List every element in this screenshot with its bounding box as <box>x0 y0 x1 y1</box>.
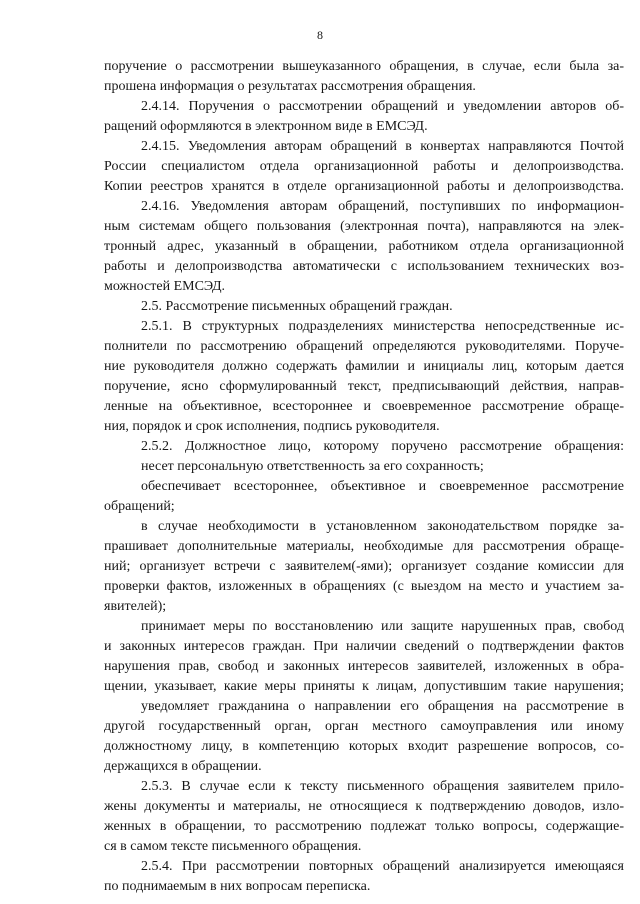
text-line: должностному лицу, в компетенцию которых входит разрешение вопросов, со- <box>104 739 624 754</box>
text-line: работы и делопроизводства автоматически с использованием технических воз- <box>104 259 624 274</box>
text-line: ся в самом тексте письменного обращения. <box>104 839 362 854</box>
text-line: 2.5.4. При рассмотрении повторных обращений анализируется имеющаяся <box>141 859 624 874</box>
text-line: ний; организует встречи с заявителем(-ями); организует создание комиссии для <box>104 559 624 574</box>
text-line: полнители по рассмотрению обращений определяются руководителями. Поруче- <box>104 339 624 354</box>
text-line: 2.4.15. Уведомления авторам обращений в конвертах направляются Почтой <box>141 139 624 154</box>
text-line: тронный адрес, указанный в обращении, работником отдела организационной <box>104 239 624 254</box>
text-line: щении, указывает, какие меры приняты к лицам, допустившим такие нарушения; <box>104 679 624 694</box>
text-line: проверки фактов, изложенных в обращениях (с выездом на место и участием за- <box>104 579 624 594</box>
text-line: 2.5.3. В случае если к тексту письменного обращения заявителем прило- <box>141 779 624 794</box>
text-line: ращений оформляются в электронном виде в ЕМСЭД. <box>104 119 428 134</box>
text-line: можностей ЕМСЭД. <box>104 279 226 294</box>
text-line: и законных интересов граждан. При наличии сведений о подтверждении фактов <box>104 639 624 654</box>
text-line: обеспечивает всестороннее, объективное и своевременное рассмотрение <box>141 479 624 494</box>
text-line: Копии реестров хранятся в отделе организационной работы и делопроизводства. <box>104 179 624 194</box>
section-heading: 2.5. Рассмотрение письменных обращений граждан. <box>141 299 453 314</box>
page-number: 8 <box>317 28 323 42</box>
text-line: прашивает дополнительные материалы, необходимые для рассмотрения обраще- <box>104 539 624 554</box>
text-line: ния, порядок и срок исполнения, подпись руководителя. <box>104 419 440 434</box>
text-line: жены документы и материалы, не относящиеся к подтверждению доводов, изло- <box>104 799 624 814</box>
text-line: ным системам общего пользования (электронная почта), направляются на элек- <box>104 219 624 234</box>
text-line: нарушения прав, свобод и законных интересов заявителей, изложенных в обра- <box>104 659 624 674</box>
text-line: 2.5.2. Должностное лицо, которому поручено рассмотрение обращения: <box>141 439 624 454</box>
text-line: 2.5.1. В структурных подразделениях министерства непосредственные ис- <box>141 319 624 334</box>
text-line: 2.4.16. Уведомления авторам обращений, поступивших по информацион- <box>141 199 624 214</box>
text-line: уведомляет гражданина о направлении его обращения на рассмотрение в <box>141 699 624 714</box>
text-line: поручение, ясно сформулированный текст, предписывающий действия, направ- <box>104 379 624 394</box>
text-line: держащихся в обращении. <box>104 759 262 774</box>
text-line: ние руководителя должно содержать фамилии и инициалы лиц, которым дается <box>104 359 624 374</box>
text-line: поручение о рассмотрении вышеуказанного обращения, в случае, если была за- <box>104 59 624 74</box>
text-line: явителей); <box>104 599 167 614</box>
text-line: по поднимаемым в них вопросам переписка. <box>104 879 371 894</box>
text-line: 2.4.14. Поручения о рассмотрении обращений и уведомлении авторов об- <box>141 99 624 114</box>
text-line: несет персональную ответственность за его сохранность; <box>141 459 484 474</box>
text-line: России специалистом отдела организационной работы и делопроизводства. <box>104 159 624 174</box>
text-line: принимает меры по восстановлению или защите нарушенных прав, свобод <box>141 619 624 634</box>
text-line: ленные на объективное, всестороннее и своевременное рассмотрение обраще- <box>104 399 624 414</box>
text-line: другой государственный орган, орган местного самоуправления или иному <box>104 719 624 734</box>
text-line: прошена информация о результатах рассмотрения обращения. <box>104 79 476 94</box>
text-line: в случае необходимости в установленном законодательством порядке за- <box>141 519 624 534</box>
text-line: обращений; <box>104 499 175 514</box>
text-line: женных в обращении, то рассмотрению подлежат только вопросы, содержащие- <box>104 819 624 834</box>
